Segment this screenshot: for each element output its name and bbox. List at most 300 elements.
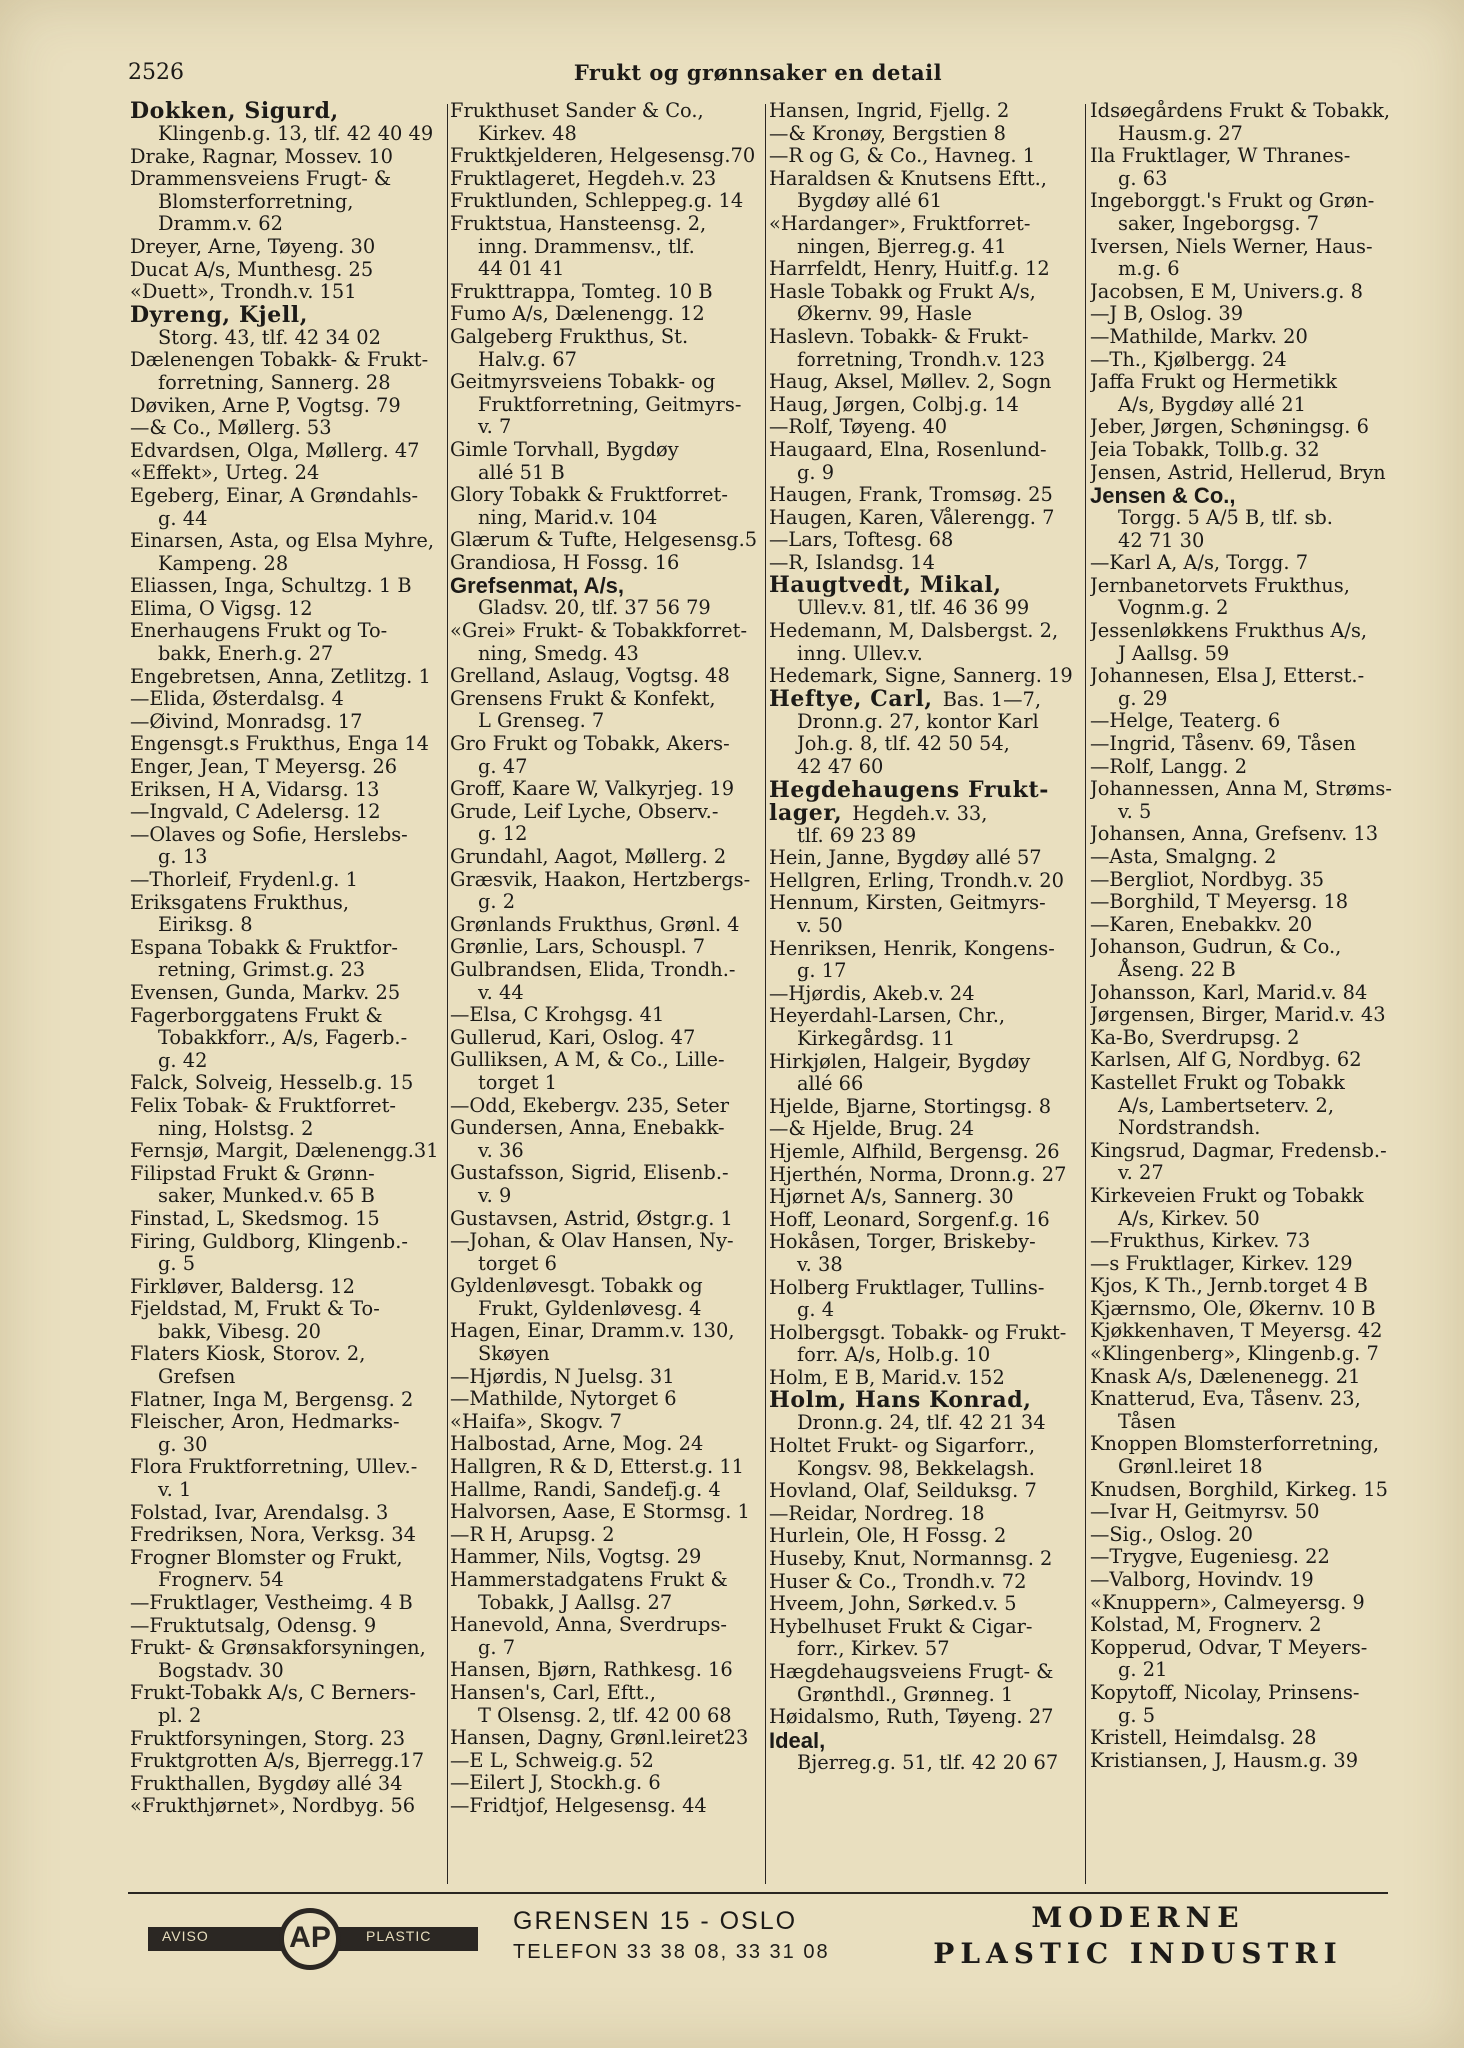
entry-text: Hedemann, M, Dalsbergst. 2, — [769, 619, 1059, 643]
directory-entry — [769, 416, 1083, 439]
directory-entry — [130, 733, 444, 756]
entry-text: Kopperud, Odvar, T Meyers- — [1090, 1635, 1368, 1659]
directory-entry — [769, 371, 1083, 394]
entry-text: Frukttrappa, Tomteg. 10 B — [450, 279, 713, 303]
entry-continuation — [130, 1027, 444, 1050]
entry-text: Hellgren, Erling, Trondh.v. 20 — [769, 868, 1064, 892]
entry-highlighted-name — [769, 574, 1083, 597]
entry-text: Haug, Jørgen, Colbj.g. 14 — [769, 392, 1019, 416]
entry-text: Eliassen, Inga, Schultzg. 1 B — [130, 574, 412, 598]
entry-text: v. 5 — [1118, 799, 1152, 823]
entry-continuation — [769, 1073, 1083, 1096]
directory-entry — [130, 598, 444, 621]
entry-text: v. 1 — [158, 1478, 192, 1502]
entry-text: saker, Munked.v. 65 B — [158, 1184, 375, 1208]
directory-entry — [1090, 1637, 1404, 1660]
entry-text: Grønlie, Lars, Schouspl. 7 — [450, 935, 706, 959]
entry-text: —& Kronøy, Bergstien 8 — [769, 121, 1006, 145]
entry-text: Ila Fruktlager, W Thranes- — [1090, 144, 1351, 168]
column-divider — [765, 104, 766, 1884]
directory-entry — [769, 1186, 1083, 1209]
entry-text: Hagen, Einar, Dramm.v. 130, — [450, 1319, 735, 1343]
company-address — [513, 1906, 830, 1968]
entry-text: g. 5 — [158, 1252, 196, 1276]
entry-text: Jessenløkkens Frukthus A/s, — [1090, 619, 1368, 643]
entry-text: Dyreng, Kjell, — [130, 301, 308, 328]
entry-text: Enerhaugens Frukt og To- — [130, 619, 388, 643]
entry-continuation — [1090, 1705, 1404, 1728]
directory-entry — [130, 281, 444, 304]
entry-continuation — [130, 1185, 444, 1208]
entry-continuation — [130, 123, 444, 146]
directory-entry — [130, 417, 444, 440]
directory-entry — [1090, 439, 1404, 462]
entry-continuation — [450, 416, 764, 439]
directory-entry — [769, 484, 1083, 507]
directory-entry — [1090, 1185, 1404, 1208]
entry-text: g. 42 — [158, 1048, 208, 1072]
directory-entry — [769, 1367, 1083, 1390]
directory-entry — [769, 213, 1083, 236]
directory-entry — [130, 168, 444, 191]
entry-continuation — [130, 213, 444, 236]
entry-text: Gullerud, Kari, Oslog. 47 — [450, 1025, 696, 1049]
directory-entry — [769, 1322, 1083, 1345]
directory-entry — [1090, 349, 1404, 372]
entry-text: Hokåsen, Torger, Briskeby- — [769, 1230, 1036, 1254]
entry-text: —Thorleif, Frydenl.g. 1 — [130, 868, 358, 891]
directory-entry — [1090, 462, 1404, 485]
directory-entry — [1090, 1501, 1404, 1524]
entry-text: Jensen, Astrid, Hellerud, Bryn — [1090, 460, 1386, 484]
directory-entry — [1090, 733, 1404, 756]
directory-entry — [1090, 936, 1404, 959]
entry-text: «Effekt», Urteg. 24 — [130, 461, 320, 485]
page-number: 2526 — [128, 60, 184, 85]
entry-text: Jensen & Co., — [1090, 483, 1236, 509]
entry-text: Hansen's, Carl, Eftt., — [450, 1680, 656, 1704]
entry-text: Evensen, Gunda, Markv. 25 — [130, 980, 401, 1004]
entry-continuation — [130, 1705, 444, 1728]
directory-entry — [769, 1503, 1083, 1526]
entry-highlighted-name — [769, 685, 1083, 712]
entry-continuation — [769, 960, 1083, 983]
entry-text: Johansson, Karl, Marid.v. 84 — [1090, 980, 1368, 1004]
entry-continuation — [769, 1344, 1083, 1367]
entry-text: torget 6 — [478, 1251, 557, 1275]
entry-text: Haslevn. Tobakk- & Frukt- — [769, 324, 1029, 348]
entry-continuation — [130, 327, 444, 350]
directory-entry — [130, 1547, 444, 1570]
directory-entry — [1090, 665, 1404, 688]
entry-text: —Fruktutsalg, Odensg. 9 — [130, 1613, 377, 1637]
directory-entry — [130, 620, 444, 643]
entry-text: —Johan, & Olav Hansen, Ny- — [450, 1229, 734, 1253]
entry-continuation — [450, 823, 764, 846]
directory-entry — [450, 1411, 764, 1434]
entry-text: Hirkjølen, Halgeir, Bygdøy — [769, 1049, 1031, 1073]
entry-continuation — [1090, 1117, 1404, 1140]
entry-continuation — [769, 1299, 1083, 1322]
directory-entry — [450, 1750, 764, 1773]
entry-text: Fruktlageret, Hegdeh.v. 23 — [450, 166, 717, 190]
entry-text: Hveem, John, Sørked.v. 5 — [769, 1592, 1017, 1616]
entry-continuation — [130, 1569, 444, 1592]
entry-text: Haugen, Frank, Tromsøg. 25 — [769, 483, 1053, 507]
entry-text: Torgg. 5 A/5 B, tlf. sb. — [1118, 506, 1333, 530]
entry-text: Kirkeveien Frukt og Tobakk — [1090, 1183, 1364, 1207]
entry-continuation — [130, 914, 444, 937]
entry-text: —Asta, Smalgng. 2 — [1090, 845, 1277, 868]
entry-text: Hammer, Nils, Vogtsg. 29 — [450, 1545, 702, 1569]
entry-text: Firkløver, Baldersg. 12 — [130, 1274, 355, 1298]
entry-continuation — [769, 303, 1083, 326]
entry-text: Fruktforretning, Geitmyrs- — [478, 392, 742, 416]
directory-entry — [450, 484, 764, 507]
entry-text: Groff, Kaare W, Valkyrjeg. 19 — [450, 777, 735, 801]
directory-entry — [1090, 1343, 1404, 1366]
entry-text: g. 17 — [797, 959, 847, 983]
directory-entry — [450, 665, 764, 688]
entry-text: allé 51 B — [478, 460, 565, 484]
entry-highlighted-name — [130, 100, 444, 123]
entry-text: Eriksgatens Frukthus, — [130, 890, 350, 914]
entry-text: Grønl.leiret 18 — [1118, 1455, 1263, 1479]
directory-entry — [130, 982, 444, 1005]
directory-entry — [130, 1005, 444, 1028]
entry-text: Espana Tobakk & Fruktfor- — [130, 935, 398, 959]
directory-entry — [450, 778, 764, 801]
entry-text: Grønthdl., Grønneg. 1 — [797, 1682, 1014, 1706]
entry-text: Kingsrud, Dagmar, Fredensb.- — [1090, 1138, 1387, 1162]
directory-entry — [130, 869, 444, 892]
entry-text: —Fridtjof, Helgesensg. 44 — [450, 1793, 707, 1817]
entry-text: Hansen, Bjørn, Rathkesg. 16 — [450, 1658, 733, 1682]
entry-text: «Grei» Frukt- & Tobakkforret- — [450, 619, 748, 643]
entry-continuation — [130, 1479, 444, 1502]
entry-text: Vognm.g. 2 — [1118, 596, 1229, 620]
entry-text: Halv.g. 67 — [478, 347, 577, 371]
entry-text: Kjos, K Th., Jernb.torget 4 B — [1090, 1274, 1368, 1298]
directory-entry — [450, 869, 764, 892]
directory-entry — [1090, 552, 1404, 575]
directory-entry — [130, 1524, 444, 1547]
directory-entry — [769, 892, 1083, 915]
entry-text: Eiriksg. 8 — [158, 913, 253, 937]
entry-continuation — [450, 891, 764, 914]
entry-continuation — [450, 1343, 764, 1366]
entry-text: Jacobsen, E M, Univers.g. 8 — [1090, 279, 1363, 303]
directory-entry — [1090, 303, 1404, 326]
directory-entry — [769, 439, 1083, 462]
directory-entry — [1090, 620, 1404, 643]
entry-continuation — [130, 1118, 444, 1141]
directory-entry — [1090, 575, 1404, 598]
entry-text: Hasle Tobakk og Frukt A/s, — [769, 279, 1036, 303]
directory-entry — [130, 236, 444, 259]
entry-text: Hjemle, Alfhild, Bergensg. 26 — [769, 1139, 1060, 1163]
entry-continuation — [130, 508, 444, 531]
entry-continuation — [450, 1072, 764, 1095]
entry-text: Tobakkforr., A/s, Fagerb.- — [158, 1026, 408, 1050]
directory-entry — [1090, 778, 1404, 801]
directory-entry — [450, 733, 764, 756]
entry-text: Huseby, Knut, Normannsg. 2 — [769, 1547, 1053, 1571]
entry-text: Haugtvedt, Mikal, — [769, 572, 1002, 599]
entry-text: Kolstad, M, Frognerv. 2 — [1090, 1613, 1322, 1637]
directory-entry — [450, 1727, 764, 1750]
directory-entry — [450, 281, 764, 304]
entry-continuation — [450, 1592, 764, 1615]
directory-entry — [450, 529, 764, 552]
directory-entry — [769, 326, 1083, 349]
directory-entry — [450, 326, 764, 349]
directory-entry — [450, 1546, 764, 1569]
entry-text: —Trygve, Eugeniesg. 22 — [1090, 1545, 1330, 1569]
entry-continuation — [769, 462, 1083, 485]
entry-text: forretning, Trondh.v. 123 — [797, 347, 1045, 371]
entry-continuation — [130, 191, 444, 214]
directory-entry — [1090, 1727, 1404, 1750]
entry-text: —Bergliot, Nordbyg. 35 — [1090, 867, 1325, 891]
entry-text: Haraldsen & Knutsens Eftt., — [769, 166, 1047, 190]
directory-entry — [769, 281, 1083, 304]
directory-entry — [450, 1027, 764, 1050]
entry-highlighted-name — [769, 1389, 1083, 1412]
entry-text: Hallgren, R & D, Etterst.g. 11 — [450, 1455, 745, 1479]
entry-text: —J B, Oslog. 39 — [1090, 302, 1244, 326]
entry-text: Ingeborggt.'s Frukt og Grøn- — [1090, 189, 1375, 213]
entry-text: Johanson, Gudrun, & Co., — [1090, 935, 1342, 959]
entry-text: Heftye, Carl, — [769, 685, 933, 712]
directory-entry — [1090, 1320, 1404, 1343]
entry-continuation — [769, 597, 1083, 620]
directory-entry — [130, 349, 444, 372]
directory-entry — [769, 938, 1083, 961]
entry-text: g. 30 — [158, 1432, 208, 1456]
entry-text: —Øivind, Monradsg. 17 — [130, 709, 363, 733]
directory-entry — [1090, 1004, 1404, 1027]
entry-continuation — [130, 959, 444, 982]
directory-entry — [130, 1231, 444, 1254]
entry-text: Elima, O Vigsg. 12 — [130, 596, 313, 620]
entry-text: Gro Frukt og Tobakk, Akers- — [450, 732, 730, 756]
entry-text: Kampeng. 28 — [158, 551, 289, 575]
directory-entry — [1090, 1750, 1404, 1773]
directory-entry — [450, 439, 764, 462]
entry-text: A/s, Lambertseterv. 2, — [1118, 1093, 1335, 1117]
directory-entry — [769, 123, 1083, 146]
directory-entry — [769, 983, 1083, 1006]
entry-highlighted-name — [769, 799, 1083, 826]
entry-continuation — [450, 710, 764, 733]
advertisement-footer — [128, 1892, 1388, 1978]
entry-text: A/s, Bygdøy allé 21 — [1118, 392, 1306, 416]
entry-text: Hybelhuset Frukt & Cigar- — [769, 1614, 1033, 1638]
entry-text: Grefsen — [158, 1365, 236, 1389]
entry-text: —Hjørdis, N Juelsg. 31 — [450, 1364, 675, 1388]
directory-entry — [130, 937, 444, 960]
directory-entry — [1090, 914, 1404, 937]
entry-continuation — [1090, 597, 1404, 620]
entry-text: Dronn.g. 27, kontor Karl — [797, 709, 1039, 733]
entry-text: —s Fruktlager, Kirkev. 129 — [1090, 1251, 1353, 1275]
entry-text: —Karen, Enebakkv. 20 — [1090, 912, 1313, 936]
entry-continuation — [450, 507, 764, 530]
entry-text: Gustafsson, Sigrid, Elisenb.- — [450, 1161, 729, 1185]
entry-highlighted-name — [450, 574, 764, 597]
column-divider — [447, 104, 448, 1884]
entry-text: Gulbrandsen, Elida, Trondh.- — [450, 957, 736, 981]
directory-entry — [769, 1164, 1083, 1187]
entry-text: Henriksen, Henrik, Kongens- — [769, 936, 1055, 960]
entry-text: —R, Islandsg. 14 — [769, 550, 935, 574]
directory-entry — [769, 1525, 1083, 1548]
entry-text: v. 44 — [478, 980, 524, 1004]
directory-entry — [130, 462, 444, 485]
entry-continuation — [1090, 1411, 1404, 1434]
entry-text: Frogner Blomster og Frukt, — [130, 1545, 403, 1569]
directory-entry — [1090, 756, 1404, 779]
entry-text: Ducat A/s, Munthesg. 25 — [130, 257, 374, 281]
entry-text: v. 50 — [797, 914, 843, 937]
entry-text: Egeberg, Einar, A Grøndahls- — [130, 483, 419, 507]
entry-address: Bas. 1—7, — [942, 687, 1042, 711]
column-divider — [1085, 104, 1086, 1884]
directory-entry — [1090, 1049, 1404, 1072]
entry-text: Halbostad, Arne, Mog. 24 — [450, 1432, 704, 1456]
entry-text: 44 01 41 — [478, 257, 565, 281]
entry-text: Jeia Tobakk, Tollb.g. 32 — [1090, 437, 1320, 461]
directory-column-2 — [450, 100, 764, 1890]
directory-entry — [450, 688, 764, 711]
directory-entry — [1090, 846, 1404, 869]
entry-text: Fruktgrotten A/s, Bjerregg.17 — [130, 1749, 425, 1773]
entry-continuation — [450, 756, 764, 779]
entry-text: g. 63 — [1118, 166, 1168, 190]
directory-entry — [130, 688, 444, 711]
entry-text: g. 21 — [1118, 1658, 1168, 1682]
entry-text: Dramm.v. 62 — [158, 212, 283, 236]
entry-text: Tåsen — [1118, 1409, 1176, 1433]
company-name — [878, 1900, 1398, 1972]
directory-entry — [1090, 1614, 1404, 1637]
directory-entry — [450, 371, 764, 394]
entry-text: Hovland, Olaf, Seilduksg. 7 — [769, 1479, 1037, 1503]
directory-entry — [1090, 1592, 1404, 1615]
entry-text: forr. A/s, Holb.g. 10 — [797, 1343, 991, 1367]
directory-entry — [1090, 1546, 1404, 1569]
entry-continuation — [1090, 1456, 1404, 1479]
directory-entry — [130, 711, 444, 734]
directory-entry — [450, 552, 764, 575]
directory-entry — [450, 1614, 764, 1637]
footer-divider — [128, 1892, 1388, 1894]
directory-entry — [450, 1501, 764, 1524]
entry-text: Engensgt.s Frukthus, Enga 14 — [130, 732, 429, 756]
entry-continuation — [769, 349, 1083, 372]
entry-continuation — [130, 1253, 444, 1276]
entry-text: Dronn.g. 24, tlf. 42 21 34 — [797, 1411, 1046, 1435]
entry-continuation — [1090, 959, 1404, 982]
entry-text: —Helge, Teaterg. 6 — [1090, 709, 1281, 733]
entry-text: Græsvik, Haakon, Hertzbergs- — [450, 867, 751, 891]
entry-text: Fredriksen, Nora, Verksg. 34 — [130, 1523, 416, 1547]
entry-text: Holm, Hans Konrad, — [769, 1387, 1032, 1414]
entry-text: Bygdøy allé 61 — [797, 189, 943, 213]
entry-highlighted-name — [769, 776, 1083, 803]
entry-text: Hallme, Randi, Sandefj.g. 4 — [450, 1477, 721, 1501]
entry-text: Kristiansen, J, Hausm.g. 39 — [1090, 1748, 1359, 1772]
entry-continuation — [450, 643, 764, 666]
directory-entry — [769, 1277, 1083, 1300]
entry-text: Bogstadv. 30 — [158, 1658, 284, 1682]
entry-text: T Olsensg. 2, tlf. 42 00 68 — [478, 1703, 732, 1727]
directory-entry — [1090, 326, 1404, 349]
entry-text: Hjelde, Bjarne, Stortingsg. 8 — [769, 1094, 1052, 1118]
entry-text: g. 7 — [478, 1635, 516, 1659]
entry-text: g. 2 — [478, 890, 516, 914]
directory-entry — [769, 100, 1083, 123]
directory-entry — [130, 1276, 444, 1299]
directory-entry — [130, 1728, 444, 1751]
entry-text: g. 9 — [797, 460, 835, 484]
entry-continuation — [130, 846, 444, 869]
directory-entry — [130, 1411, 444, 1434]
directory-entry — [450, 959, 764, 982]
directory-entry — [1090, 869, 1404, 892]
directory-entry — [769, 1571, 1083, 1594]
entry-text: Hansen, Ingrid, Fjellg. 2 — [769, 100, 1010, 122]
entry-continuation — [450, 1705, 764, 1728]
directory-entry — [450, 100, 764, 123]
directory-entry — [130, 824, 444, 847]
directory-entry — [450, 1004, 764, 1027]
entry-continuation — [1090, 213, 1404, 236]
entry-continuation — [1090, 530, 1404, 553]
entry-text: Johannesen, Elsa J, Etterst.- — [1090, 664, 1365, 688]
directory-entry — [130, 1502, 444, 1525]
directory-entry — [769, 620, 1083, 643]
directory-entry — [130, 530, 444, 553]
directory-entry — [450, 1659, 764, 1682]
entry-text: Frukt, Gyldenløvesg. 4 — [478, 1296, 702, 1320]
entry-continuation — [450, 462, 764, 485]
directory-entry — [1090, 1433, 1404, 1456]
entry-text: Falck, Solveig, Hesselb.g. 15 — [130, 1071, 414, 1095]
entry-continuation — [1090, 507, 1404, 530]
entry-text: Hanevold, Anna, Sverdrups- — [450, 1613, 727, 1637]
entry-continuation — [130, 1321, 444, 1344]
phone-line: TELEFON 33 38 08, 33 31 08 — [513, 1941, 830, 1963]
directory-entry — [450, 303, 764, 326]
directory-entry — [769, 1051, 1083, 1074]
directory-entry — [1090, 190, 1404, 213]
directory-entry — [450, 620, 764, 643]
entry-text: Hoff, Leonard, Sorgenf.g. 16 — [769, 1207, 1050, 1231]
directory-entry — [769, 1005, 1083, 1028]
entry-text: g. 44 — [158, 506, 208, 530]
directory-entry — [1090, 371, 1404, 394]
entry-text: —& Co., Møllerg. 53 — [130, 416, 332, 440]
entry-text: Grundahl, Aagot, Møllerg. 2 — [450, 845, 727, 868]
entry-text: —Ingvald, C Adelersg. 12 — [130, 800, 381, 824]
directory-entry — [450, 914, 764, 937]
entry-text: —Frukthus, Kirkev. 73 — [1090, 1229, 1311, 1253]
entry-text: Kopytoff, Nicolay, Prinsens- — [1090, 1680, 1360, 1704]
entry-text: Frognerv. 54 — [158, 1568, 284, 1592]
entry-text: Kjøkkenhaven, T Meyersg. 42 — [1090, 1319, 1383, 1343]
